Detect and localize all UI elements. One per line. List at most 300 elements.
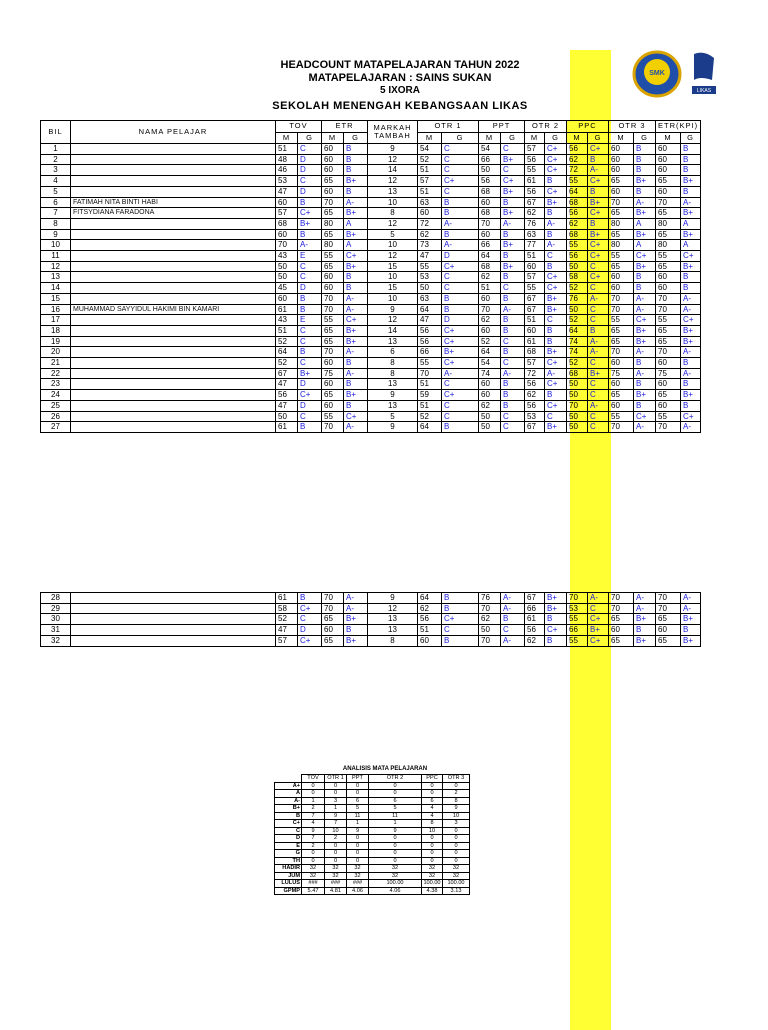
cell-mark: 56: [525, 379, 545, 390]
cell-mark: 72: [567, 165, 588, 176]
cell-grade: B: [681, 165, 701, 176]
cell-grade: C+: [588, 144, 609, 155]
cell-mark: 60: [322, 625, 344, 636]
cell-grade: A-: [298, 240, 322, 251]
cell-mark: 56: [567, 144, 588, 155]
summary-cell: 6: [369, 797, 422, 805]
cell-mark: 55: [525, 165, 545, 176]
summary-col-header: TOV: [302, 775, 325, 783]
cell-grade: A: [681, 218, 701, 229]
summary-cell: 0: [302, 782, 325, 790]
cell-grade: C: [501, 336, 525, 347]
cell-mark: 75: [609, 368, 634, 379]
cell-mark: 60: [656, 144, 681, 155]
summary-cell: 32: [443, 865, 470, 873]
cell-grade: A-: [501, 304, 525, 315]
cell-mark: 50: [276, 272, 298, 283]
cell-mark: 64: [567, 186, 588, 197]
cell-mark: 56: [567, 208, 588, 219]
cell-grade: C: [545, 315, 567, 326]
cell-grade: B: [681, 379, 701, 390]
table-row: [41, 614, 701, 625]
cell-bil: 19: [41, 336, 71, 347]
cell-mark: 61: [525, 176, 545, 187]
summary-cell: 4.38: [422, 887, 443, 895]
cell-grade: C+: [298, 208, 322, 219]
cell-grade: B+: [588, 229, 609, 240]
cell-mark: 74: [479, 368, 501, 379]
cell-mark: 70: [479, 304, 501, 315]
cell-mark: 67: [525, 197, 545, 208]
table-row: [41, 261, 701, 272]
cell-mark: 60: [479, 325, 501, 336]
summary-cell: 32: [347, 865, 369, 873]
cell-grade: B+: [501, 154, 525, 165]
cell-mark: 60: [656, 400, 681, 411]
cell-grade: B: [501, 293, 525, 304]
cell-mark: 58: [567, 272, 588, 283]
cell-name: [71, 390, 276, 401]
cell-mark: 47: [276, 379, 298, 390]
cell-grade: A-: [344, 304, 368, 315]
cell-mark: 52: [418, 154, 442, 165]
cell-grade: B: [545, 176, 567, 187]
cell-mark: 55: [322, 251, 344, 262]
cell-mark: 65: [609, 325, 634, 336]
cell-bil: 2: [41, 154, 71, 165]
summary-cell: 0: [347, 835, 369, 843]
cell-grade: B: [588, 186, 609, 197]
cell-mark: 68: [479, 208, 501, 219]
cell-markah-tambah: 8: [368, 368, 418, 379]
summary-row: [275, 887, 470, 895]
cell-mark: 65: [609, 635, 634, 646]
cell-mark: 60: [322, 400, 344, 411]
cell-mark: 70: [322, 347, 344, 358]
cell-grade: B: [442, 603, 479, 614]
summary-cell: 0: [302, 850, 325, 858]
cell-grade: C+: [442, 390, 479, 401]
cell-bil: 27: [41, 422, 71, 433]
cell-name: [71, 229, 276, 240]
cell-mark: 66: [525, 603, 545, 614]
summary-col-header: OTR 3: [443, 775, 470, 783]
cell-bil: 15: [41, 293, 71, 304]
cell-mark: 65: [609, 390, 634, 401]
cell-bil: 18: [41, 325, 71, 336]
cell-markah-tambah: 9: [368, 390, 418, 401]
cell-grade: C+: [588, 635, 609, 646]
summary-cell: ###: [325, 880, 347, 888]
cell-grade: A-: [344, 368, 368, 379]
subcol-ppt-g: G: [501, 132, 525, 144]
cell-mark: 55: [656, 315, 681, 326]
cell-mark: 53: [276, 176, 298, 187]
cell-name: [71, 165, 276, 176]
cell-mark: 63: [418, 293, 442, 304]
cell-mark: 51: [525, 251, 545, 262]
cell-grade: B: [681, 625, 701, 636]
col-markah-tambah: [368, 121, 418, 144]
cell-mark: 70: [656, 603, 681, 614]
cell-mark: 56: [479, 176, 501, 187]
cell-grade: A-: [588, 400, 609, 411]
cell-grade: C: [298, 176, 322, 187]
subcol-otr3-m: M: [609, 132, 634, 144]
cell-grade: B: [442, 593, 479, 604]
cell-markah-tambah: 8: [368, 635, 418, 646]
cell-mark: 62: [567, 218, 588, 229]
table-row: [41, 229, 701, 240]
cell-grade: C+: [588, 614, 609, 625]
table-row: [41, 422, 701, 433]
cell-mark: 57: [525, 358, 545, 369]
subcol-otr1-m: M: [418, 132, 442, 144]
cell-mark: 47: [276, 186, 298, 197]
cell-markah-tambah: 9: [368, 422, 418, 433]
summary-row-label: A: [275, 790, 302, 798]
cell-grade: C+: [545, 283, 567, 294]
cell-markah-tambah: 5: [368, 411, 418, 422]
subcol-ppc-m: M: [567, 132, 588, 144]
cell-mark: 62: [479, 272, 501, 283]
cell-grade: C: [501, 165, 525, 176]
summary-row-label: A+: [275, 782, 302, 790]
cell-grade: A-: [344, 197, 368, 208]
cell-grade: A-: [681, 593, 701, 604]
cell-grade: B+: [545, 347, 567, 358]
cell-grade: B+: [298, 368, 322, 379]
cell-mark: 55: [418, 358, 442, 369]
summary-cell: 11: [369, 812, 422, 820]
summary-cell: 0: [443, 850, 470, 858]
summary-cell: 0: [325, 857, 347, 865]
cell-mark: 65: [322, 229, 344, 240]
cell-mark: 55: [525, 283, 545, 294]
col-etr: ETR: [322, 121, 368, 133]
summary-cell: 3: [443, 820, 470, 828]
summary-col-header: PPT: [347, 775, 369, 783]
cell-grade: B: [681, 154, 701, 165]
summary-cell: 1: [369, 820, 422, 828]
summary-row: [275, 872, 470, 880]
summary-cell: 3.13: [443, 887, 470, 895]
cell-mark: 68: [567, 197, 588, 208]
cell-mark: 70: [609, 197, 634, 208]
cell-grade: B: [501, 251, 525, 262]
cell-grade: C: [588, 379, 609, 390]
cell-grade: A-: [442, 240, 479, 251]
cell-grade: C+: [545, 379, 567, 390]
cell-grade: C: [501, 358, 525, 369]
cell-name: [71, 625, 276, 636]
cell-grade: A-: [681, 293, 701, 304]
cell-mark: 70: [567, 400, 588, 411]
table-row: [41, 390, 701, 401]
cell-grade: C: [501, 422, 525, 433]
cell-mark: 65: [322, 261, 344, 272]
cell-mark: 70: [609, 304, 634, 315]
cell-grade: C: [501, 625, 525, 636]
cell-grade: B: [298, 229, 322, 240]
cell-mark: 62: [418, 603, 442, 614]
cell-mark: 72: [525, 368, 545, 379]
cell-grade: B: [501, 229, 525, 240]
summary-row-label: GPMP: [275, 887, 302, 895]
cell-name: [71, 347, 276, 358]
summary-row: [275, 790, 470, 798]
cell-bil: 20: [41, 347, 71, 358]
cell-mark: 51: [418, 165, 442, 176]
cell-grade: B: [344, 165, 368, 176]
cell-mark: 70: [609, 347, 634, 358]
cell-mark: 60: [609, 379, 634, 390]
col-otr2: OTR 2: [525, 121, 567, 133]
cell-grade: C+: [588, 272, 609, 283]
cell-grade: C+: [634, 251, 656, 262]
cell-grade: B+: [545, 293, 567, 304]
cell-grade: B: [298, 593, 322, 604]
subcol-otr2-g: G: [545, 132, 567, 144]
cell-grade: B+: [588, 368, 609, 379]
cell-mark: 51: [418, 186, 442, 197]
cell-markah-tambah: 6: [368, 347, 418, 358]
cell-grade: B: [442, 422, 479, 433]
summary-cell: 9: [302, 827, 325, 835]
cell-mark: 70: [656, 593, 681, 604]
cell-mark: 56: [567, 251, 588, 262]
cell-mark: 64: [418, 304, 442, 315]
cell-mark: 68: [525, 347, 545, 358]
summary-cell: 5.47: [302, 887, 325, 895]
cell-mark: 62: [525, 390, 545, 401]
cell-bil: 4: [41, 176, 71, 187]
cell-mark: 67: [525, 293, 545, 304]
cell-grade: C+: [442, 325, 479, 336]
cell-grade: B: [501, 315, 525, 326]
cell-grade: D: [442, 251, 479, 262]
cell-mark: 61: [276, 304, 298, 315]
cell-name: [71, 315, 276, 326]
cell-grade: B: [545, 325, 567, 336]
cell-mark: 62: [567, 154, 588, 165]
cell-grade: B: [634, 400, 656, 411]
cell-mark: 55: [567, 614, 588, 625]
summary-row-label: C+: [275, 820, 302, 828]
cell-bil: 25: [41, 400, 71, 411]
summary-cell: 0: [369, 782, 422, 790]
cell-grade: C: [588, 283, 609, 294]
summary-cell: 100.00: [369, 880, 422, 888]
summary-cell: 4.06: [369, 887, 422, 895]
cell-mark: 60: [609, 186, 634, 197]
cell-grade: B: [501, 614, 525, 625]
svg-text:LIKAS: LIKAS: [696, 88, 712, 94]
cell-mark: 51: [418, 400, 442, 411]
cell-mark: 64: [418, 422, 442, 433]
cell-markah-tambah: 10: [368, 240, 418, 251]
cell-markah-tambah: 10: [368, 197, 418, 208]
summary-cell: 2: [443, 790, 470, 798]
cell-grade: C: [442, 144, 479, 155]
cell-grade: C+: [545, 144, 567, 155]
cell-grade: B: [634, 272, 656, 283]
cell-mark: 46: [276, 165, 298, 176]
cell-markah-tambah: 12: [368, 315, 418, 326]
summary-cell: 2: [302, 805, 325, 813]
cell-markah-tambah: 9: [368, 304, 418, 315]
cell-mark: 70: [567, 593, 588, 604]
cell-mark: 56: [525, 400, 545, 411]
cell-grade: B+: [634, 390, 656, 401]
cell-mark: 60: [609, 283, 634, 294]
cell-grade: C: [442, 379, 479, 390]
col-tov: TOV: [276, 121, 322, 133]
cell-grade: B: [588, 325, 609, 336]
cell-mark: 62: [525, 635, 545, 646]
cell-mark: 60: [276, 229, 298, 240]
table-row: [41, 603, 701, 614]
cell-markah-tambah: 13: [368, 400, 418, 411]
summary-row: [275, 805, 470, 813]
cell-mark: 70: [479, 635, 501, 646]
table-row: [41, 251, 701, 262]
cell-mark: 56: [525, 154, 545, 165]
cell-mark: 76: [525, 218, 545, 229]
cell-mark: 67: [525, 422, 545, 433]
cell-name: [71, 379, 276, 390]
cell-grade: B: [501, 272, 525, 283]
cell-grade: C: [588, 411, 609, 422]
cell-mark: 77: [525, 240, 545, 251]
cell-grade: A-: [634, 368, 656, 379]
cell-grade: B: [344, 283, 368, 294]
cell-grade: A-: [501, 368, 525, 379]
school-logo: [632, 50, 682, 98]
cell-grade: B: [634, 283, 656, 294]
cell-grade: C: [442, 165, 479, 176]
cell-grade: B: [545, 336, 567, 347]
summary-cell: 9: [347, 827, 369, 835]
cell-grade: C+: [344, 251, 368, 262]
cell-grade: C: [298, 358, 322, 369]
cell-name: [71, 411, 276, 422]
cell-grade: B: [442, 197, 479, 208]
cell-grade: B: [442, 635, 479, 646]
summary-row: [275, 850, 470, 858]
table-row: [41, 347, 701, 358]
cell-mark: 62: [418, 229, 442, 240]
cell-grade: A-: [634, 293, 656, 304]
cell-name: [71, 593, 276, 604]
cell-grade: B: [545, 229, 567, 240]
subcol-otr3-g: G: [634, 132, 656, 144]
cell-grade: D: [298, 379, 322, 390]
summary-cell: 0: [422, 842, 443, 850]
col-etrkpi: ETR(KPI): [656, 121, 701, 133]
cell-mark: 50: [567, 304, 588, 315]
cell-bil: 10: [41, 240, 71, 251]
table-row: [41, 144, 701, 155]
cell-grade: A-: [634, 347, 656, 358]
cell-markah-tambah: 13: [368, 614, 418, 625]
cell-mark: 47: [276, 625, 298, 636]
cell-grade: C+: [442, 614, 479, 625]
cell-mark: 60: [418, 208, 442, 219]
cell-grade: D: [298, 625, 322, 636]
cell-markah-tambah: 9: [368, 593, 418, 604]
cell-mark: 53: [418, 272, 442, 283]
summary-cell: 0: [369, 835, 422, 843]
cell-markah-tambah: 9: [368, 144, 418, 155]
subcol-tov-g: G: [298, 132, 322, 144]
cell-mark: 50: [276, 411, 298, 422]
cell-mark: 68: [479, 261, 501, 272]
cell-grade: B: [634, 358, 656, 369]
cell-grade: C: [588, 358, 609, 369]
cell-grade: B+: [588, 197, 609, 208]
cell-grade: C+: [298, 603, 322, 614]
summary-row-label: A-: [275, 797, 302, 805]
cell-grade: B+: [545, 197, 567, 208]
cell-mark: 70: [322, 293, 344, 304]
cell-markah-tambah: 14: [368, 165, 418, 176]
summary-cell: 4: [422, 812, 443, 820]
summary-cell: 0: [302, 790, 325, 798]
summary-cell: 0: [443, 782, 470, 790]
cell-mark: 60: [656, 379, 681, 390]
cell-mark: 60: [656, 283, 681, 294]
cell-mark: 43: [276, 315, 298, 326]
summary-cell: 7: [325, 820, 347, 828]
cell-mark: 51: [525, 315, 545, 326]
cell-grade: B+: [681, 229, 701, 240]
cell-grade: B: [501, 379, 525, 390]
cell-grade: B: [545, 390, 567, 401]
subcol-etr-g: G: [344, 132, 368, 144]
cell-markah-tambah: 13: [368, 379, 418, 390]
subcol-etrkpi-m: M: [656, 132, 681, 144]
cell-mark: 51: [276, 325, 298, 336]
summary-row: [275, 812, 470, 820]
summary-cell: 7: [302, 812, 325, 820]
cell-mark: 60: [276, 197, 298, 208]
cell-mark: 45: [276, 283, 298, 294]
cell-grade: B: [545, 208, 567, 219]
cell-grade: B: [681, 186, 701, 197]
cell-mark: 60: [656, 154, 681, 165]
col-markah-label: MARKAH: [373, 123, 412, 132]
cell-grade: C: [298, 614, 322, 625]
cell-grade: B: [442, 229, 479, 240]
cell-mark: 70: [656, 304, 681, 315]
summary-cell: 100.00: [423, 880, 441, 886]
cell-mark: 60: [322, 272, 344, 283]
col-ppt: PPT: [479, 121, 525, 133]
cell-bil: 16: [41, 304, 71, 315]
cell-grade: B+: [344, 261, 368, 272]
cell-markah-tambah: 13: [368, 625, 418, 636]
table-row: [41, 325, 701, 336]
subcol-tov-m: M: [276, 132, 298, 144]
cell-mark: 61: [276, 422, 298, 433]
header-line-2: MATAPELAJARAN : SAINS SUKAN: [308, 72, 492, 84]
cell-grade: C: [442, 186, 479, 197]
cell-bil: 11: [41, 251, 71, 262]
cell-mark: 70: [322, 593, 344, 604]
cell-mark: 54: [418, 144, 442, 155]
cell-name: [71, 218, 276, 229]
